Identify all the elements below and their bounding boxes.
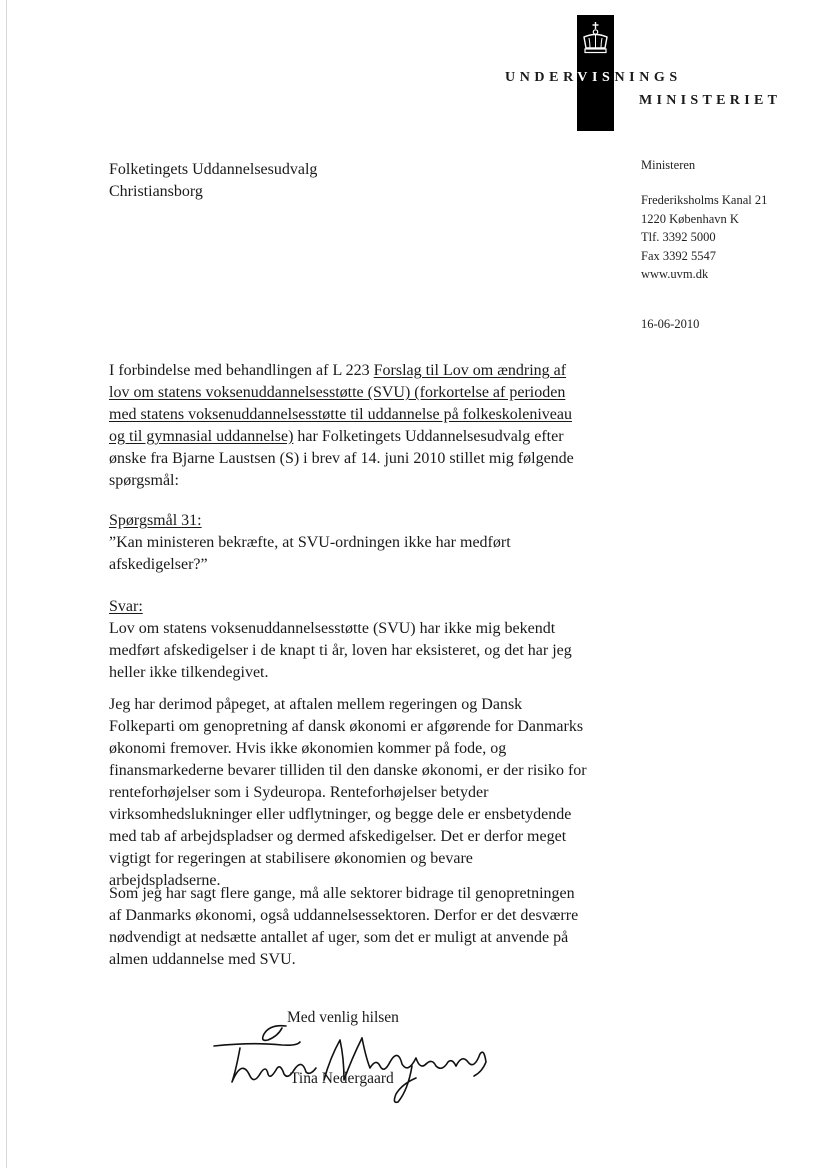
address-line: Tlf. 3392 5000 [641, 230, 716, 244]
signer-name: Tina Nedergaard [290, 1070, 394, 1087]
question-label: Spørgsmål 31: [109, 512, 202, 529]
answer-paragraph: Lov om statens voksenuddannelsesstøtte (SVU) har ikke mig bekendt medført afskedigelser i de knapt ti år, loven har eksisteret, og det har jeg heller ikke tilkendegivet. [109, 620, 572, 681]
logo-text-line-2: MINISTERIET [639, 93, 782, 108]
closing-greeting: Med venlig hilsen [287, 1009, 399, 1026]
answer-paragraph: Som jeg har sagt flere gange, må alle sektorer bidrage til genopretningen af Danmarks økonomi, også uddannelsessektoren. Derfor er det desværre nødvendigt at nedsætte antallet af uger, som det er muligt at anvende på almen uddannelse med SVU. [109, 885, 579, 968]
crown-icon [581, 21, 610, 55]
question-text: ”Kan ministeren bekræfte, at SVU-ordningen ikke har medført afskedigelser?” [109, 534, 511, 573]
recipient-line: Folketingets Uddannelsesudvalg [109, 161, 318, 178]
answer-paragraph: Jeg har derimod påpeget, at aftalen mellem regeringen og Dansk Folkeparti om genopretning af dansk økonomi er afgørende for Danmarks økonomi fremover. Hvis ikke økonomien kommer på fode, og finansmarkederne bevarer tilliden til den danske økonomi, er der risiko for renteforhøjelser som i Sydeuropa. Renteforhøjelser betyder virksomhedslukninger eller udflytninger, og begge dele er ensbetydende med tab af arbejdspladser og dermed afskedigelser. Det er derfor meget vigtigt for regeringen at stabilisere økonomien og bevare arbejdspladserne. [109, 696, 587, 889]
address-line: 1220 København K [641, 211, 739, 226]
handwritten-signature [212, 1018, 497, 1106]
address-line: www.uvm.dk [641, 267, 709, 281]
recipient-address [109, 159, 317, 203]
sender-address [641, 191, 767, 284]
address-line: Fax 3392 5547 [641, 248, 716, 263]
answer-label: Svar: [109, 598, 143, 615]
address-line: Frederiksholms Kanal 21 [641, 193, 768, 207]
scan-edge-line [6, 0, 7, 1168]
letter-date: 16-06-2010 [641, 317, 700, 331]
sender-title: Ministeren [641, 158, 696, 172]
bill-title: Forslag til Lov om ændring af lov om statens voksenuddannelsesstøtte (SVU) (forkortelse af perioden med statens voksenuddannelsesstøtte til uddannelse på folkeskoleniveau og til gymnasial uddannelse) [109, 362, 572, 445]
recipient-line: Christiansborg [109, 183, 203, 200]
intro-paragraph: I forbindelse med behandlingen af L 223 Forslag til Lov om ændring af lov om statens voksenuddannelsesstøtte (SVU) (forkortelse af perioden med statens voksenuddannelsesstøtte til uddannelse på folkeskoleniveau og til gymnasial uddannelse) har Folketingets Uddannelsesudvalg efter ønske fra Bjarne Laustsen (S) i brev af 14. juni 2010 stillet mig følgende spørgsmål: [109, 362, 574, 489]
logo-text-line-1: UNDERVISNINGS [505, 70, 682, 85]
